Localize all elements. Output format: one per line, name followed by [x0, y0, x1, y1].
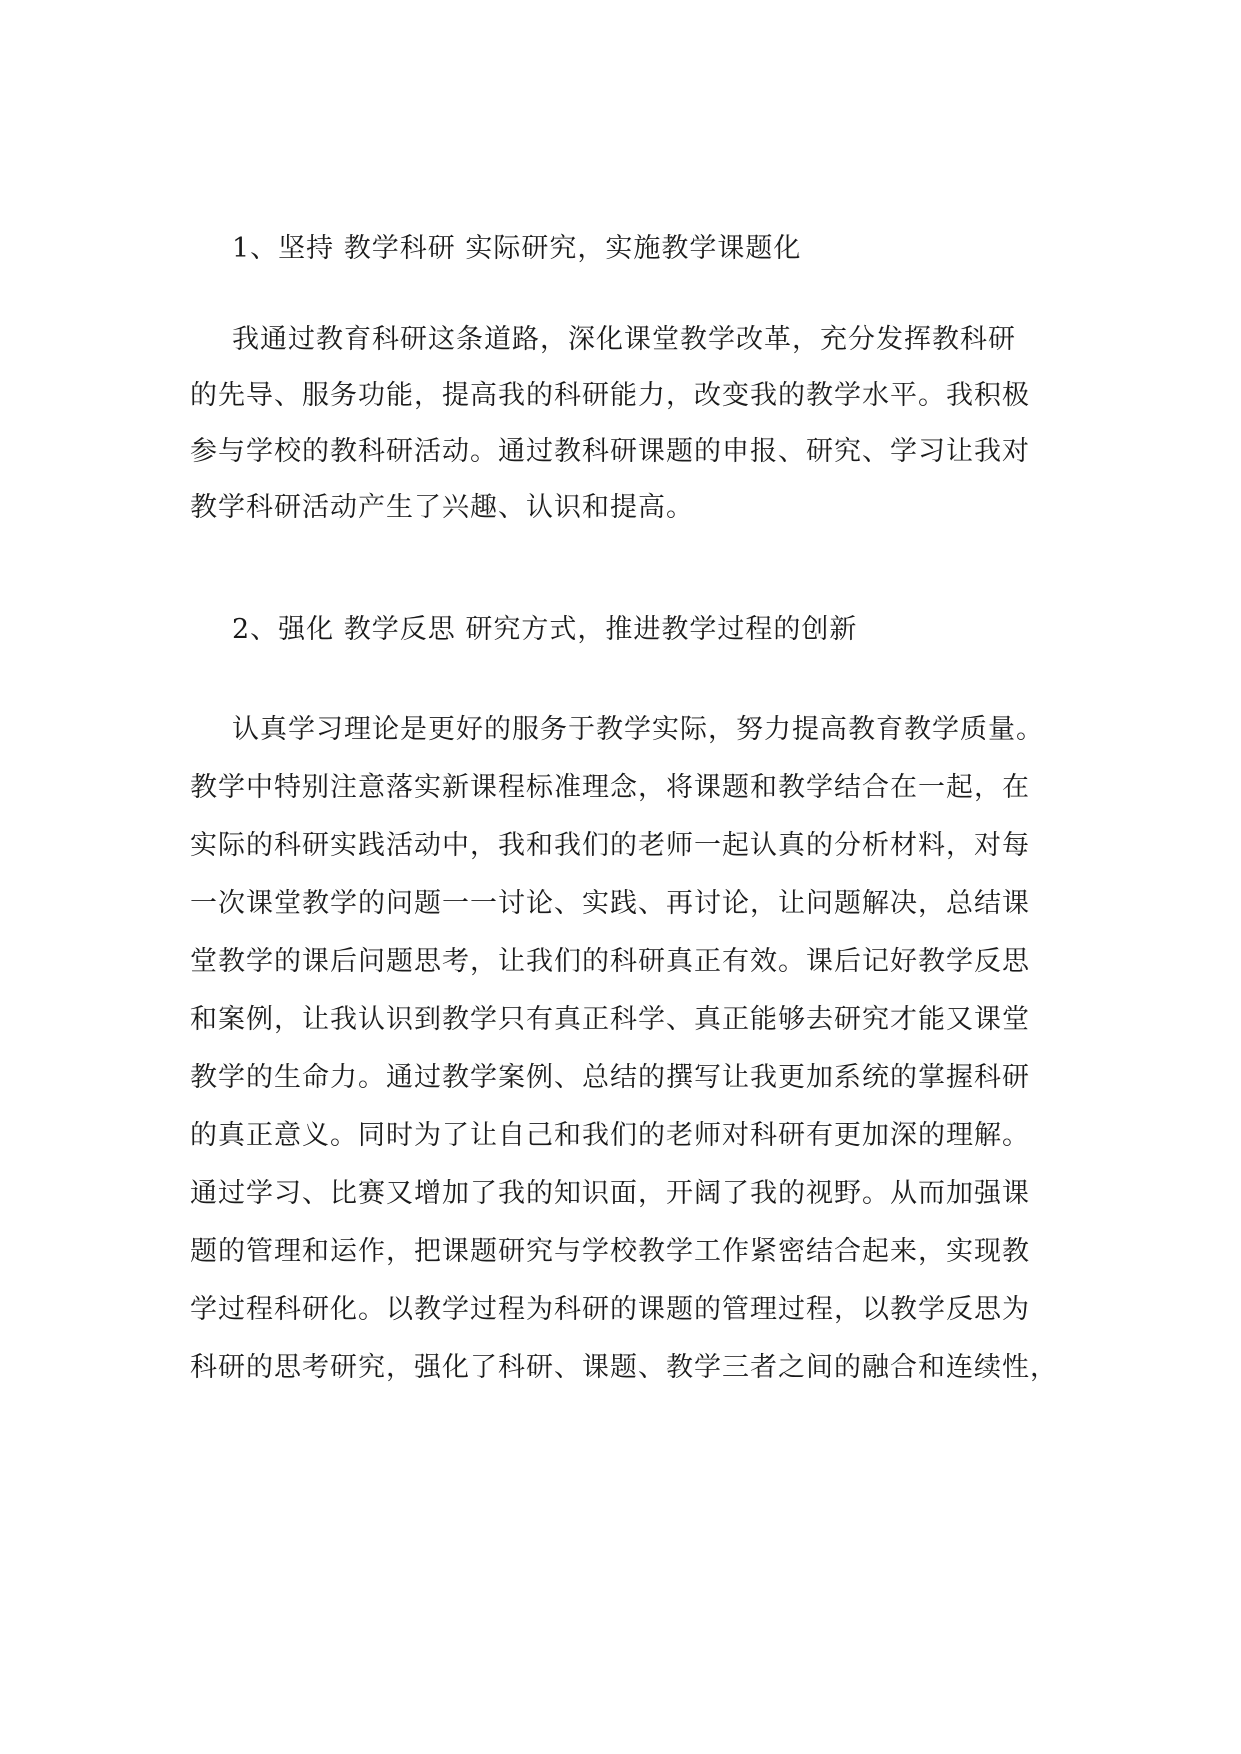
paragraph-1-line-3: 参与学校的教科研活动。通过教科研课题的申报、研究、学习让我对 — [190, 436, 1030, 467]
section-heading-2: 2、强化 教学反思 研究方式，推进教学过程的创新 — [232, 614, 858, 645]
section-heading-1: 1、坚持 教学科研 实际研究，实施教学课题化 — [232, 233, 802, 264]
paragraph-1-line-4: 教学科研活动产生了兴趣、认识和提高。 — [190, 492, 694, 523]
paragraph-2-line-12: 科研的思考研究，强化了科研、课题、教学三者之间的融合和连续性， — [190, 1352, 1058, 1383]
paragraph-1-line-1: 我通过教育科研这条道路，深化课堂教学改革，充分发挥教科研 — [232, 324, 1016, 355]
paragraph-2-line-4: 一次课堂教学的问题一一讨论、实践、再讨论，让问题解决，总结课 — [190, 888, 1030, 919]
paragraph-2-line-5: 堂教学的课后问题思考，让我们的科研真正有效。课后记好教学反思 — [190, 946, 1030, 977]
paragraph-2-line-7: 教学的生命力。通过教学案例、总结的撰写让我更加系统的掌握科研 — [190, 1062, 1030, 1093]
paragraph-2-line-9: 通过学习、比赛又增加了我的知识面，开阔了我的视野。从而加强课 — [190, 1178, 1030, 1209]
paragraph-2-line-8: 的真正意义。同时为了让自己和我们的老师对科研有更加深的理解。 — [190, 1120, 1030, 1151]
paragraph-2-line-3: 实际的科研实践活动中，我和我们的老师一起认真的分析材料，对每 — [190, 830, 1030, 861]
paragraph-2-line-6: 和案例，让我认识到教学只有真正科学、真正能够去研究才能又课堂 — [190, 1004, 1030, 1035]
paragraph-1-line-2: 的先导、服务功能，提高我的科研能力，改变我的教学水平。我积极 — [190, 380, 1030, 411]
paragraph-2-line-1: 认真学习理论是更好的服务于教学实际，努力提高教育教学质量。 — [232, 714, 1044, 745]
paragraph-2-line-11: 学过程科研化。以教学过程为科研的课题的管理过程，以教学反思为 — [190, 1294, 1030, 1325]
paragraph-2-line-2: 教学中特别注意落实新课程标准理念，将课题和教学结合在一起，在 — [190, 772, 1030, 803]
paragraph-2-line-10: 题的管理和运作，把课题研究与学校教学工作紧密结合起来，实现教 — [190, 1236, 1030, 1267]
